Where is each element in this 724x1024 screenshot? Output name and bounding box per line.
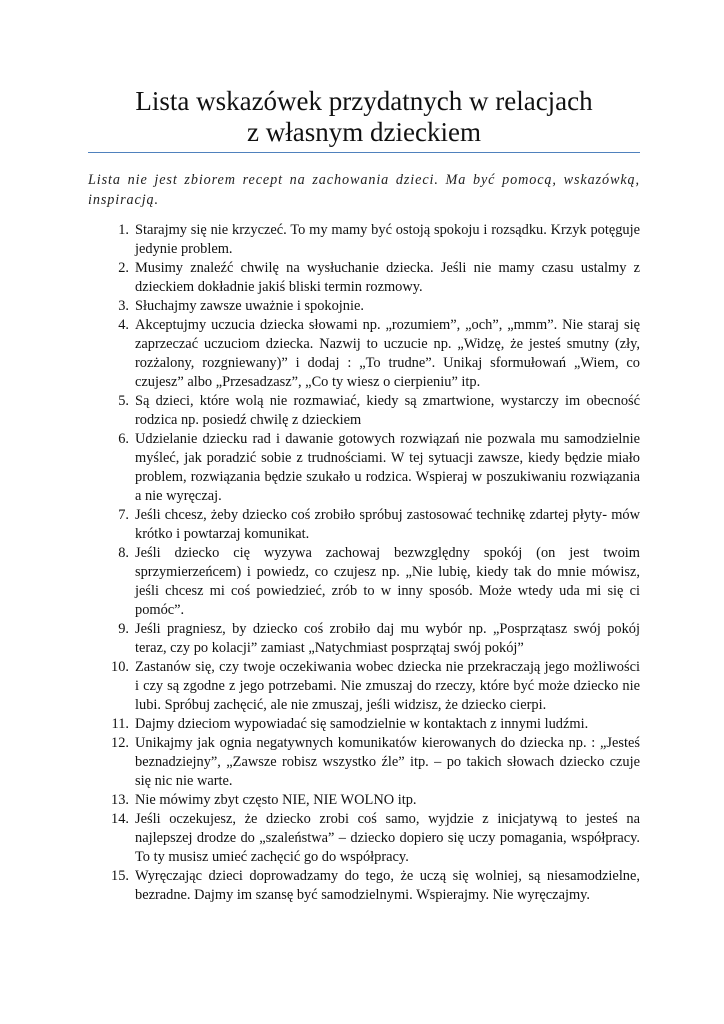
item-number: 3. [118,298,129,314]
item-number: 11. [111,716,129,732]
page-title [88,86,640,148]
item-number: 15. [111,868,129,884]
item-number: 8. [118,545,129,561]
item-text: Unikajmy jak ognia negatywnych komunikatów kierowanych do dziecka np. : „Jesteś beznadziejny”, „Zawsze robisz wszystko źle” itp. – po takich słowach dziecko czuje się nic nie warte. [135,735,640,789]
list-item [100,297,640,316]
item-text: Dajmy dzieciom wypowiadać się samodzielnie w kontaktach z innymi ludźmi. [135,716,589,732]
item-text: Zastanów się, czy twoje oczekiwania wobec dziecka nie przekraczają jego możliwości i czy są zgodne z jego potrzebami. Nie zmuszaj do rzeczy, które być może dziecko nie lubi. Spróbuj zachęcić, ale nie zmuszaj, jeśli widzisz, że dziecko cierpi. [135,659,640,713]
item-text: Jeśli dziecko cię wyzywa zachowaj bezwzględny spokój (on jest twoim sprzymierzeńcem) i powiedz, co czujesz np. „Nie lubię, kiedy tak do mnie mówisz, jeśli chcesz mi coś powiedzieć, zrób to w inny sposób. Może wtedy uda mi się ci pomóc”. [135,545,640,618]
item-number: 2. [118,260,129,276]
list-item [100,544,640,620]
item-number: 4. [118,317,129,333]
item-number: 9. [118,621,129,637]
list-item [100,259,640,297]
list-item [100,392,640,430]
list-item [100,430,640,506]
list-item [100,221,640,259]
item-number: 12. [111,735,129,751]
title-divider [88,152,640,153]
list-item [100,316,640,392]
item-text: Jeśli oczekujesz, że dziecko zrobi coś samo, wyjdzie z inicjatywą to jesteś na najlepszej drodze do „szaleństwa” – dziecko dopiero się uczy pomagania, współpracy. To ty musisz umieć zachęcić go do współpracy. [135,811,640,865]
item-number: 1. [118,222,129,238]
list-item [100,506,640,544]
item-text: Wyręczając dzieci doprowadzamy do tego, że uczą się wolniej, są niesamodzielne, bezradne. Dajmy im szansę być samodzielnymi. Wspierajmy. Nie wyręczajmy. [135,868,640,903]
title-line-1: Lista wskazówek przydatnych w relacjach [135,86,593,116]
item-text: Udzielanie dziecku rad i dawanie gotowych rozwiązań nie pozwala mu samodzielnie myśleć, jak poradzić sobie z trudnościami. W tej sytuacji zawsze, kiedy będzie miało problem, rozwiązania będzie szukało u rodzica. Wspieraj w poszukiwaniu rozwiązania a nie wyręczaj. [135,431,640,504]
list-item [100,791,640,810]
item-text: Jeśli chcesz, żeby dziecko coś zrobiło spróbuj zastosować technikę zdartej płyty- mów krótko i powtarzaj komunikat. [135,507,640,542]
item-number: 13. [111,792,129,808]
list-item [100,810,640,867]
item-text: Jeśli pragniesz, by dziecko coś zrobiło daj mu wybór np. „Posprzątasz swój pokój teraz, czy po kolacji” zamiast „Natychmiast posprzątaj swój pokój” [135,621,640,656]
title-line-2: z własnym dzieckiem [247,117,481,147]
item-number: 6. [118,431,129,447]
item-text: Słuchajmy zawsze uważnie i spokojnie. [135,298,364,314]
item-number: 7. [118,507,129,523]
item-number: 5. [118,393,129,409]
intro-text: Lista nie jest zbiorem recept na zachowania dzieci. Ma być pomocą, wskazówką, inspiracją. [88,172,640,208]
item-text: Akceptujmy uczucia dziecka słowami np. „rozumiem”, „och”, „mmm”. Nie staraj się zaprzeczać uczuciom dziecka. Nazwij to uczucie np. „Widzę, że jesteś smutny (zły, rozżalony, rozgniewany)” i dodaj : „To trudne”. Unikaj sformułowań „Wiem, co czujesz” albo „Przesadzasz”, „Co ty wiesz o cierpieniu” itp. [135,317,640,390]
item-text: Nie mówimy zbyt często NIE, NIE WOLNO itp. [135,792,417,808]
list-item [100,658,640,715]
list-item [100,734,640,791]
item-number: 14. [111,811,129,827]
item-text: Starajmy się nie krzyczeć. To my mamy być ostoją spokoju i rozsądku. Krzyk potęguje jedynie problem. [135,222,640,257]
list-item [100,620,640,658]
item-text: Są dzieci, które wolą nie rozmawiać, kiedy są zmartwione, wystarczy im obecność rodzica np. posiedź chwilę z dzieckiem [135,393,640,428]
tips-list [100,221,640,905]
list-item [100,715,640,734]
item-text: Musimy znaleźć chwilę na wysłuchanie dziecka. Jeśli nie mamy czasu ustalmy z dzieckiem dokładnie jakiś bliski termin rozmowy. [135,260,640,295]
list-item [100,867,640,905]
item-number: 10. [111,659,129,675]
